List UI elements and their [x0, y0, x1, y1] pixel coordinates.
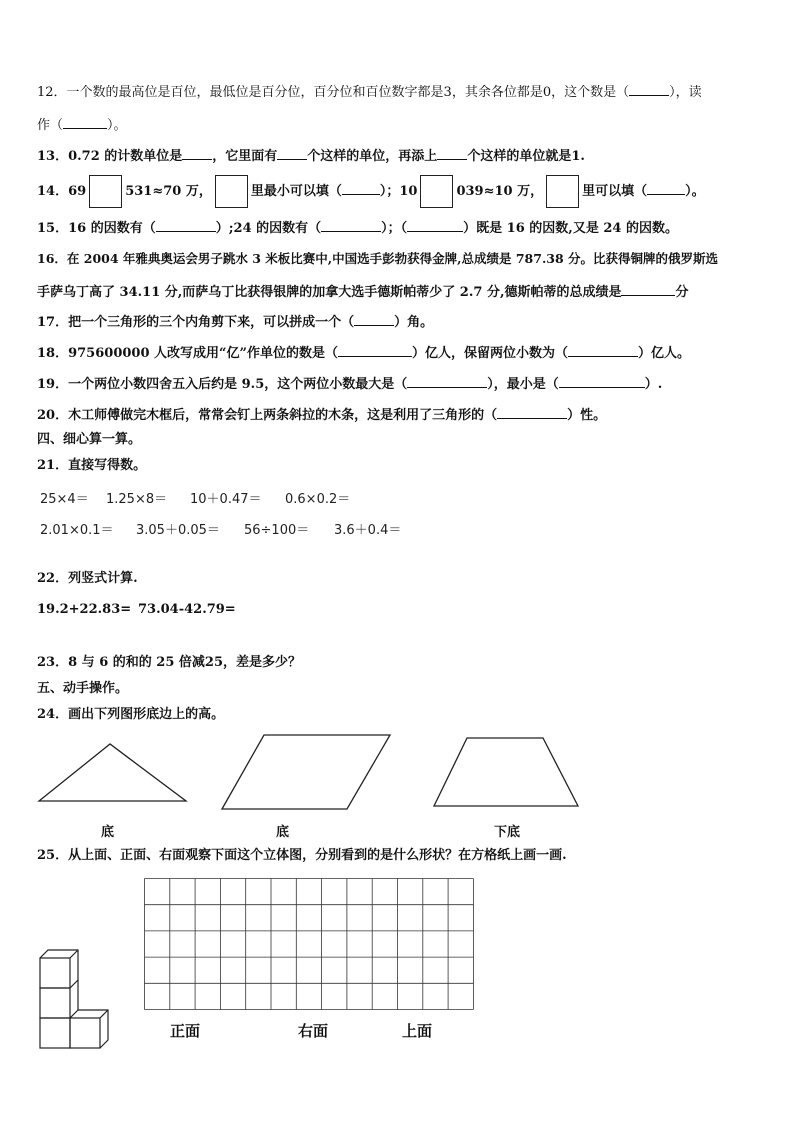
question-24-title: 24．画出下列图形底边上的高。 [37, 707, 225, 722]
answer-blank[interactable] [568, 343, 638, 357]
answer-blank[interactable] [621, 282, 675, 296]
trapezoid-base-label: 下底 [494, 825, 521, 840]
section-5-heading: 五、动手操作。 [37, 681, 129, 696]
question-17: 17．把一个三角形的三个内角剪下来，可以拼成一个（ ）角。 [37, 312, 433, 332]
digit-box[interactable] [546, 175, 579, 208]
question-13: 13．0.72 的计数单位是 ，它里面有 个这样的单位，再添上 个这样的单位就是1. [37, 146, 585, 166]
digit-box[interactable] [420, 175, 453, 208]
parallelogram-shape [222, 735, 390, 809]
answer-blank[interactable] [354, 312, 394, 326]
calc-item: 3.05＋0.05＝ [136, 523, 220, 538]
question-16-line1: 16．在 2004 年雅典奥运会男子跳水 3 米板比赛中,中国选手彭勃获得金牌,总成绩是 787.38 分。比获得铜牌的俄罗斯选 [37, 251, 719, 266]
answer-blank[interactable] [342, 181, 380, 195]
answer-blank[interactable] [437, 146, 467, 160]
question-21-title: 21．直接写得数。 [37, 458, 147, 473]
vertical-calc-2: 73.04-42.79= [138, 602, 236, 617]
top-view-label: 上面 [402, 1022, 433, 1040]
question-20: 20．木工师傅做完木框后，常常会钉上两条斜拉的木条，这是利用了三角形的（ ）性。 [37, 405, 606, 425]
answer-blank[interactable] [647, 181, 685, 195]
calc-item: 56÷100＝ [244, 523, 310, 538]
digit-box[interactable] [215, 175, 248, 208]
answer-blank[interactable] [156, 218, 216, 232]
answer-blank[interactable] [182, 146, 212, 160]
section-4-heading: 四、细心算一算。 [37, 432, 142, 447]
question-14: 14．69 531≈70 万， 里最小可以填（ ）；10 039≈10 万， 里可以填（ ）。 [37, 175, 705, 208]
question-15: 15．16 的因数有（ ）;24 的因数有（ ）；（ ）既是 16 的因数,又是 24 的因数。 [37, 218, 678, 238]
answer-blank[interactable] [63, 115, 107, 129]
calc-item: 25×4＝ [40, 492, 89, 507]
question-23: 23．8 与 6 的和的 25 倍减25，差是多少？ [37, 655, 301, 670]
grid-paper[interactable] [144, 878, 474, 1013]
answer-blank[interactable] [497, 405, 567, 419]
question-12-line2: 作（ ）。 [37, 115, 127, 135]
calc-item: 10＋0.47＝ [190, 492, 262, 507]
calc-item: 2.01×0.1＝ [40, 523, 114, 538]
right-view-label: 右面 [298, 1022, 329, 1040]
question-25-title: 25．从上面、正面、右面观察下面这个立体图，分别看到的是什么形状？在方格纸上画一画. [37, 848, 567, 863]
parallelogram-base-label: 底 [276, 825, 290, 840]
answer-blank[interactable] [277, 146, 307, 160]
question-22-title: 22．列竖式计算. [37, 571, 138, 586]
answer-blank[interactable] [407, 374, 487, 388]
front-view-label: 正面 [170, 1022, 201, 1040]
answer-blank[interactable] [321, 218, 381, 232]
answer-blank[interactable] [629, 82, 669, 96]
calc-item: 3.6＋0.4＝ [334, 523, 402, 538]
cube-figure [38, 948, 118, 1048]
digit-box[interactable] [89, 175, 122, 208]
calc-item: 1.25×8＝ [106, 492, 168, 507]
calc-item: 0.6×0.2＝ [285, 492, 351, 507]
answer-blank[interactable] [407, 218, 463, 232]
question-18: 18．975600000 人改写成用“亿”作单位的数是（ ）亿人，保留两位小数为（ ）亿人。 [37, 343, 690, 363]
trapezoid-shape [434, 738, 578, 806]
answer-blank[interactable] [559, 374, 645, 388]
triangle-base-label: 底 [101, 825, 115, 840]
answer-blank[interactable] [338, 343, 412, 357]
question-19: 19．一个两位小数四舍五入后约是 9.5，这个两位小数最大是（ ），最小是（ ）. [37, 374, 662, 394]
vertical-calc-1: 19.2+22.83= [37, 602, 132, 617]
question-12-line1: 12．一个数的最高位是百位，最低位是百分位，百分位和百位数字都是3，其余各位都是0，这个数是（ ），读 [37, 82, 702, 102]
question-16-line2: 手萨乌丁高了 34.11 分,而萨乌丁比获得银牌的加拿大选手德斯帕蒂少了 2.7 分,德斯帕蒂的总成绩是 分 [37, 282, 689, 302]
triangle-shape [39, 744, 186, 801]
